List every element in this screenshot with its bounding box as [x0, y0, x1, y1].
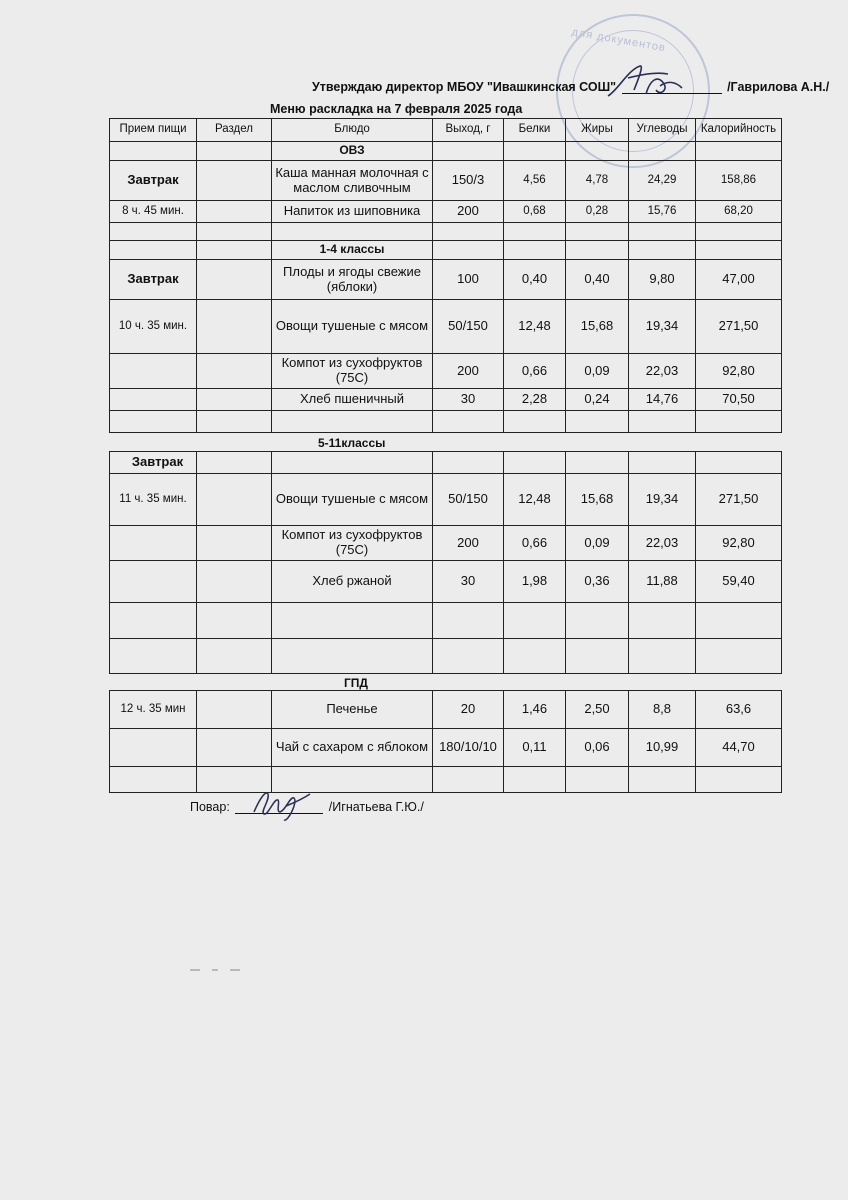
fat-value: 15,68 — [566, 474, 629, 526]
calories-value: 92,80 — [696, 526, 782, 561]
calories-value: 68,20 — [696, 201, 782, 223]
empty-row — [110, 223, 782, 241]
table-row — [110, 474, 782, 526]
output-value: 150/3 — [433, 161, 504, 201]
section-label-5-11: 5-11классы — [318, 436, 386, 450]
output-value: 180/10/10 — [433, 729, 504, 767]
empty-row — [110, 603, 782, 639]
approval-text: Утверждаю директор МБОУ "Ивашкинская СОШ" — [312, 80, 617, 94]
table-row — [110, 526, 782, 561]
director-name: /Гаврилова А.Н./ — [727, 80, 830, 94]
fat-value: 0,36 — [566, 561, 629, 603]
table-row — [110, 354, 782, 389]
protein-value: 0,66 — [504, 354, 566, 389]
output-value: 50/150 — [433, 300, 504, 354]
carbs-value: 14,76 — [629, 389, 696, 411]
carbs-value: 9,80 — [629, 260, 696, 300]
output-value: 200 — [433, 354, 504, 389]
protein-value: 2,28 — [504, 389, 566, 411]
protein-value: 1,46 — [504, 691, 566, 729]
table-row — [110, 300, 782, 354]
menu-table-5-11 — [109, 451, 782, 674]
dish-name: Хлеб ржаной — [272, 561, 433, 603]
cook-name: /Игнатьева Г.Ю./ — [328, 800, 424, 814]
dish-name: Чай с сахаром с яблоком — [272, 729, 433, 767]
fat-value: 0,24 — [566, 389, 629, 411]
table-row — [110, 729, 782, 767]
table-row — [110, 161, 782, 201]
protein-value: 12,48 — [504, 300, 566, 354]
fat-value: 15,68 — [566, 300, 629, 354]
fat-value: 0,06 — [566, 729, 629, 767]
col-header: Углеводы — [629, 119, 696, 142]
dish-name: Плоды и ягоды свежие (яблоки) — [272, 260, 433, 300]
approval-line — [312, 80, 829, 94]
carbs-value: 15,76 — [629, 201, 696, 223]
dish-name: Напиток из шиповника — [272, 201, 433, 223]
calories-value: 70,50 — [696, 389, 782, 411]
fat-value: 0,28 — [566, 201, 629, 223]
stamp-text: для документов — [570, 25, 667, 55]
calories-value: 59,40 — [696, 561, 782, 603]
protein-value: 0,40 — [504, 260, 566, 300]
col-header: Жиры — [566, 119, 629, 142]
protein-value: 0,66 — [504, 526, 566, 561]
dish-name: Каша манная молочная с маслом сливочным — [272, 161, 433, 201]
fat-value: 0,09 — [566, 354, 629, 389]
fat-value: 0,09 — [566, 526, 629, 561]
carbs-value: 19,34 — [629, 474, 696, 526]
calories-value: 63,6 — [696, 691, 782, 729]
calories-value: 92,80 — [696, 354, 782, 389]
table-row — [110, 201, 782, 223]
header-row — [110, 119, 782, 142]
output-value: 100 — [433, 260, 504, 300]
meal-time: 8 ч. 45 мин. — [110, 201, 197, 223]
cook-label: Повар: — [190, 800, 230, 814]
protein-value: 1,98 — [504, 561, 566, 603]
protein-value: 0,11 — [504, 729, 566, 767]
meal-label: Завтрак — [110, 452, 197, 474]
table-row — [110, 260, 782, 300]
col-header: Раздел — [197, 119, 272, 142]
table-row — [110, 561, 782, 603]
section-row-ovz — [110, 142, 782, 161]
col-header: Выход, г — [433, 119, 504, 142]
col-header: Блюдо — [272, 119, 433, 142]
meal-time: 12 ч. 35 мин — [110, 691, 197, 729]
dish-name: Печенье — [272, 691, 433, 729]
protein-value: 4,56 — [504, 161, 566, 201]
output-value: 30 — [433, 389, 504, 411]
section-label-gpd: ГПД — [344, 676, 368, 690]
table-row — [110, 389, 782, 411]
fat-value: 4,78 — [566, 161, 629, 201]
carbs-value: 11,88 — [629, 561, 696, 603]
dish-name: Хлеб пшеничный — [272, 389, 433, 411]
output-value: 20 — [433, 691, 504, 729]
protein-value: 12,48 — [504, 474, 566, 526]
carbs-value: 22,03 — [629, 526, 696, 561]
empty-row — [110, 411, 782, 433]
director-signature — [598, 60, 688, 106]
meal-label: Завтрак — [110, 161, 197, 201]
col-header: Калорийность — [696, 119, 782, 142]
meal-time: 11 ч. 35 мин. — [110, 474, 197, 526]
menu-title: Меню раскладка на 7 февраля 2025 года — [270, 102, 523, 116]
dish-name: Овощи тушеные с мясом — [272, 474, 433, 526]
carbs-value: 22,03 — [629, 354, 696, 389]
meal-label: Завтрак — [110, 260, 197, 300]
meal-time: 10 ч. 35 мин. — [110, 300, 197, 354]
dish-name: Компот из сухофруктов (75С) — [272, 354, 433, 389]
menu-table-gpd — [109, 690, 782, 793]
calories-value: 271,50 — [696, 300, 782, 354]
output-value: 50/150 — [433, 474, 504, 526]
calories-value: 47,00 — [696, 260, 782, 300]
calories-value: 271,50 — [696, 474, 782, 526]
fat-value: 0,40 — [566, 260, 629, 300]
empty-row — [110, 639, 782, 674]
scan-specks — [190, 968, 250, 972]
output-value: 30 — [433, 561, 504, 603]
col-header: Прием пищи — [110, 119, 197, 142]
carbs-value: 24,29 — [629, 161, 696, 201]
section-label: 1-4 классы — [272, 241, 433, 260]
output-value: 200 — [433, 201, 504, 223]
protein-value: 0,68 — [504, 201, 566, 223]
fat-value: 2,50 — [566, 691, 629, 729]
calories-value: 44,70 — [696, 729, 782, 767]
dish-name: Овощи тушеные с мясом — [272, 300, 433, 354]
output-value: 200 — [433, 526, 504, 561]
table-row — [110, 691, 782, 729]
section-label: ОВЗ — [272, 142, 433, 161]
section-row-1-4 — [110, 241, 782, 260]
carbs-value: 8,8 — [629, 691, 696, 729]
dish-name: Компот из сухофруктов (75С) — [272, 526, 433, 561]
empty-row — [110, 767, 782, 793]
col-header: Белки — [504, 119, 566, 142]
table-row — [110, 452, 782, 474]
carbs-value: 19,34 — [629, 300, 696, 354]
carbs-value: 10,99 — [629, 729, 696, 767]
cook-signature — [246, 784, 316, 824]
menu-table-main — [109, 118, 782, 433]
calories-value: 158,86 — [696, 161, 782, 201]
